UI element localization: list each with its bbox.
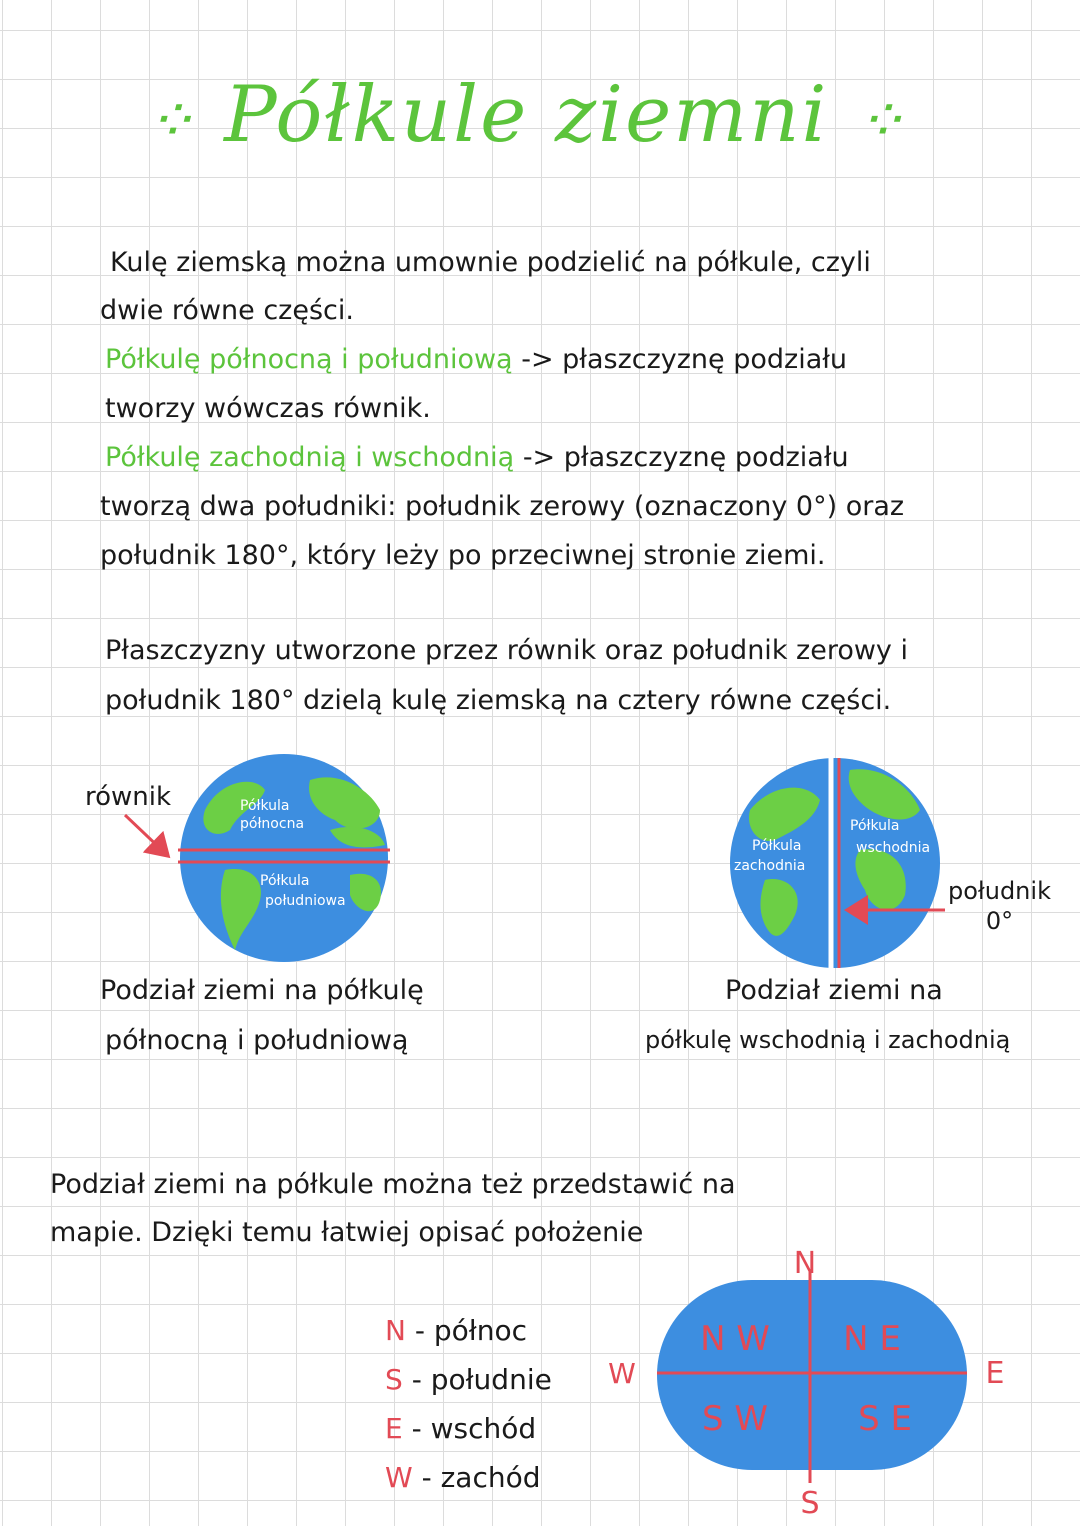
intro-line-4: tworzy wówczas równik.	[105, 393, 431, 424]
globe1-caption-1: Podział ziemi na półkulę	[100, 975, 424, 1006]
map-sw: S W	[701, 1399, 769, 1439]
intro-line-7: południk 180°, który leży po przeciwnej stronie ziemi.	[100, 540, 826, 571]
intro-line-3: Półkulę północną i południową -> płaszczyznę podziału	[105, 344, 848, 375]
north-label-2: północna	[240, 816, 305, 832]
east-label-2: wschodnia	[856, 840, 931, 856]
globe2-caption-2: półkulę wschodnią i zachodnią	[645, 1026, 1011, 1054]
intro-line-1: Kulę ziemską można umownie podzielić na półkule, czyli	[110, 247, 871, 278]
west-label-1: Półkula	[752, 838, 802, 854]
direction-legend	[385, 1306, 552, 1502]
map-shape	[657, 1280, 967, 1470]
west-label-2: zachodnia	[734, 858, 806, 874]
map-east: E	[985, 1356, 1005, 1391]
globe1-caption-2: północną i południową	[105, 1025, 409, 1056]
globe2-caption-1: Podział ziemi na	[725, 975, 943, 1006]
meridian-label: południk 0°	[948, 877, 1051, 935]
para2-line-2: południk 180° dzielą kulę ziemską na cztery równe części.	[105, 685, 892, 716]
north-label-1: Półkula	[240, 798, 290, 814]
globe-ocean	[180, 754, 388, 962]
intro-line-2: dwie równe części.	[100, 295, 354, 326]
decor-dots-icon: ⁘	[855, 86, 908, 156]
equator-arrow	[125, 815, 166, 854]
globe-meridian-figure	[720, 750, 1060, 980]
intro-line-6: tworzą dwa południki: południk zerowy (oznaczony 0°) oraz	[100, 491, 905, 522]
legend-row-w: W - zachód	[385, 1461, 541, 1494]
hemisphere-map-svg	[600, 1235, 1020, 1520]
legend-row-s: S - południe	[385, 1363, 552, 1396]
south-label-2: południowa	[265, 893, 346, 909]
legend-row-n: N - północ	[385, 1314, 527, 1347]
decor-dots-icon: ⁘	[145, 86, 198, 156]
map-ne: N E	[843, 1319, 901, 1359]
legend-row-e: E - wschód	[385, 1412, 537, 1445]
map-north: N	[793, 1246, 817, 1281]
map-south: S	[800, 1486, 820, 1520]
para2-line-1: Płaszczyzny utworzone przez równik oraz południk zerowy i	[105, 635, 908, 666]
map-se: S E	[858, 1399, 912, 1439]
map-west: W	[608, 1357, 636, 1390]
intro-line-5: Półkulę zachodnią i wschodnią -> płaszczyznę podziału	[105, 442, 849, 473]
page-title: ⁘ Półkule ziemni ⁘	[145, 70, 908, 160]
hemisphere-map	[600, 1235, 1020, 1520]
para3-line-1: Podział ziemi na półkule można też przedstawić na	[50, 1169, 736, 1200]
globe-meridian-svg	[720, 750, 1060, 980]
map-nw: N W	[700, 1319, 770, 1359]
east-label-1: Półkula	[850, 818, 900, 834]
para3-line-2: mapie. Dzięki temu łatwiej opisać położenie	[50, 1217, 644, 1248]
south-label-1: Półkula	[260, 873, 310, 889]
equator-label: równik	[85, 782, 172, 812]
